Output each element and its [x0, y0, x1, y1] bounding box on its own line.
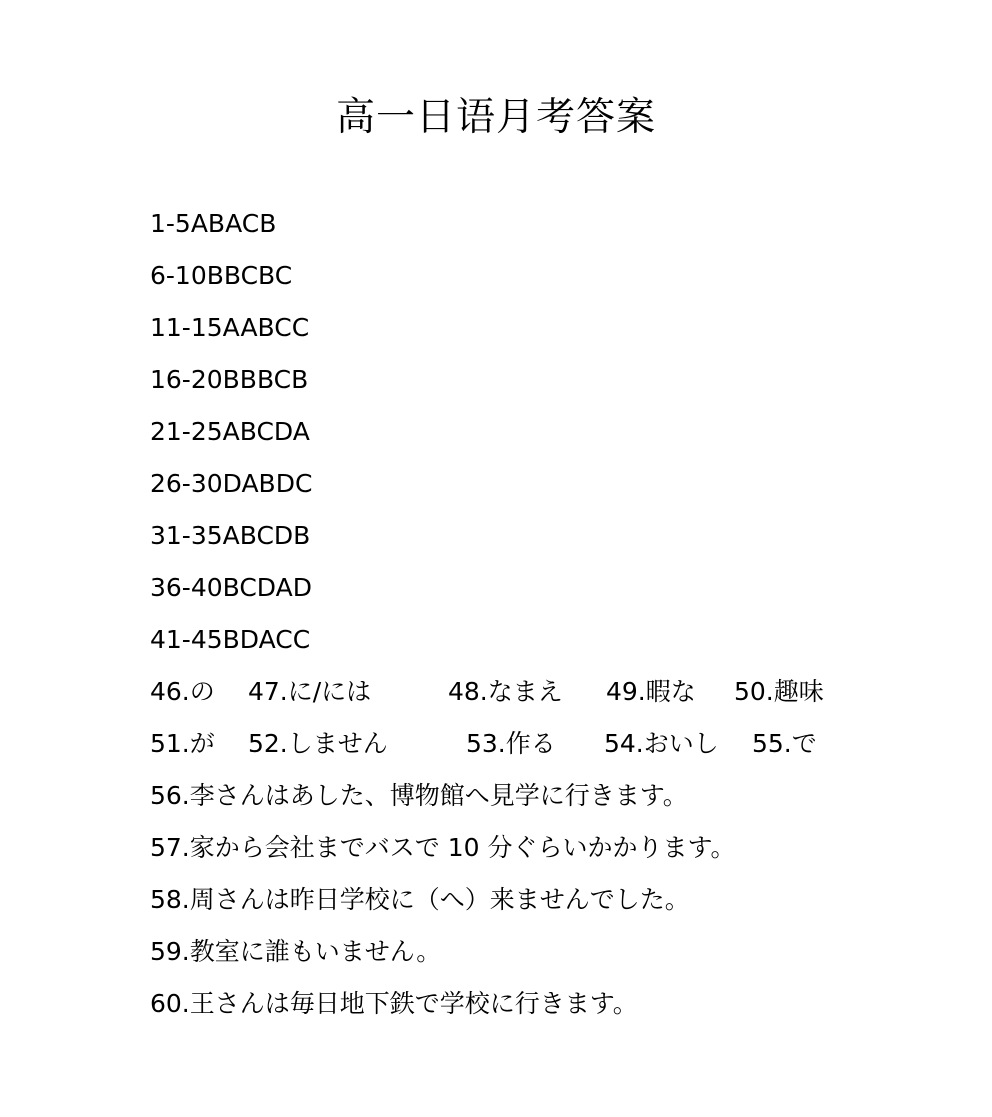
- sentence-answer-line: 56.李さんはあした、博物館へ見学に行きます。: [150, 781, 688, 810]
- mc-answer-line: 1-5ABACB: [150, 209, 277, 238]
- mc-answer-line: 11-15AABCC: [150, 313, 310, 342]
- mc-answer-line: 36-40BCDAD: [150, 573, 312, 602]
- mc-answer-line: 41-45BDACC: [150, 625, 311, 654]
- fill-answer-53: 53.作る: [466, 729, 556, 758]
- sentence-answer-line: 57.家から会社までバスで 10 分ぐらいかかります。: [150, 833, 736, 862]
- fill-answer-line: [150, 718, 824, 770]
- mc-answer-line: 26-30DABDC: [150, 469, 313, 498]
- fill-answer-line: [150, 666, 824, 718]
- sentence-answer-line: 59.教室に誰もいません。: [150, 937, 442, 966]
- sentence-answer-line: 60.王さんは毎日地下鉄で学校に行きます。: [150, 989, 638, 1018]
- fill-answer-49: 49.暇な: [606, 677, 696, 706]
- fill-answer-54: 54.おいし: [604, 729, 719, 758]
- fill-answer-47: 47.に/には: [248, 677, 372, 706]
- sentence-answer-line: 58.周さんは昨日学校に（へ）来ませんでした。: [150, 885, 690, 914]
- mc-answer-line: 6-10BBCBC: [150, 261, 293, 290]
- fill-answer-51: 51.が: [150, 729, 215, 758]
- page-title: 高一日语月考答案: [335, 95, 656, 140]
- fill-answer-52: 52.しません: [248, 729, 388, 758]
- mc-answer-line: 31-35ABCDB: [150, 521, 311, 550]
- fill-answer-48: 48.なまえ: [448, 677, 563, 706]
- answer-list: [150, 198, 824, 1030]
- fill-answer-50: 50.趣味: [734, 677, 824, 706]
- fill-answer-55: 55.で: [752, 729, 817, 758]
- mc-answer-line: 21-25ABCDA: [150, 417, 310, 446]
- mc-answer-line: 16-20BBBCB: [150, 365, 309, 394]
- fill-answer-46: 46.の: [150, 677, 215, 706]
